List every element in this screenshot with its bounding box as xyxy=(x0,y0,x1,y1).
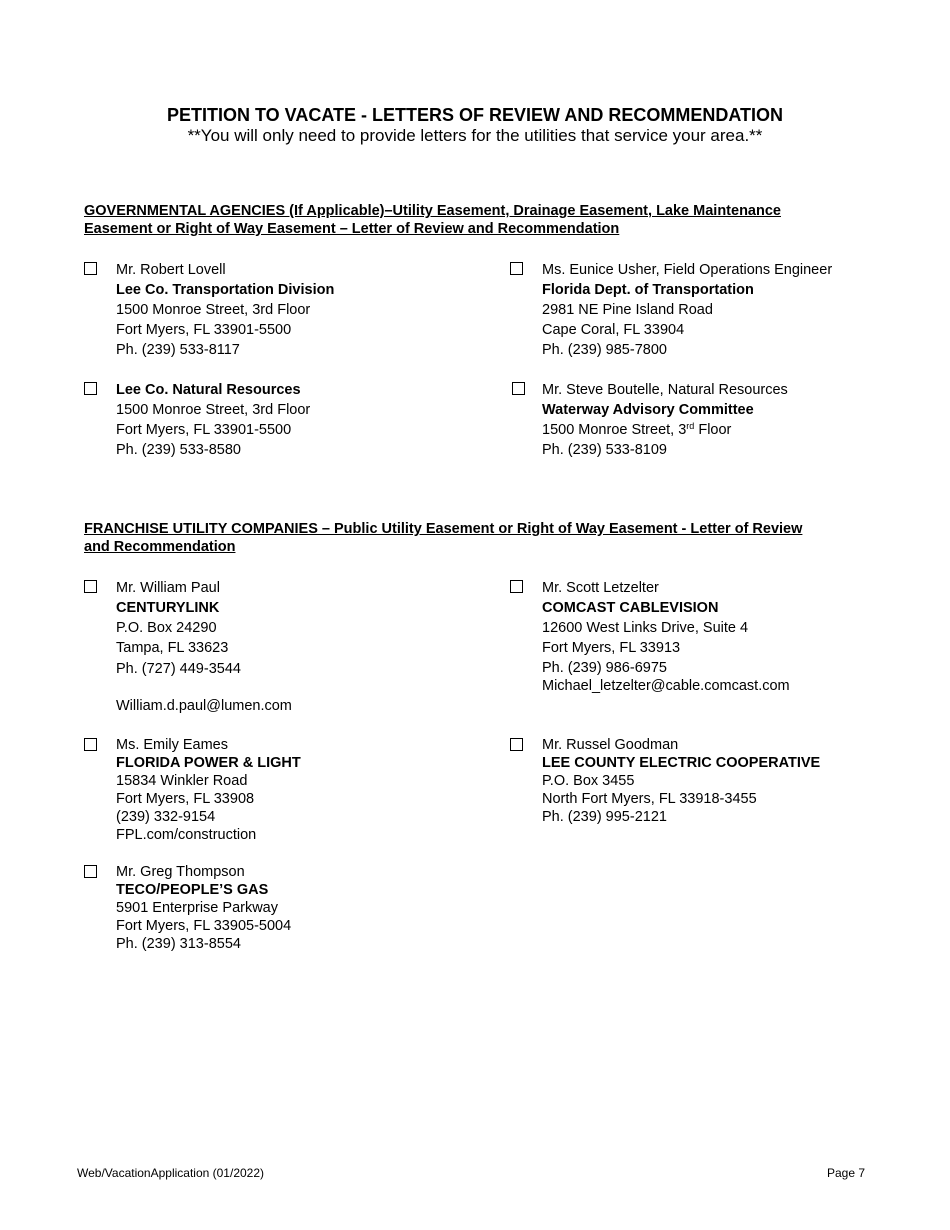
contact-address: 1500 Monroe Street, 3rd Floor xyxy=(116,402,311,418)
contact-city: North Fort Myers, FL 33918-3455 xyxy=(542,791,757,807)
checkbox-thompson[interactable] xyxy=(84,865,97,878)
contact-phone: Ph. (239) 986-6975 xyxy=(542,660,667,676)
checkbox-lovell[interactable] xyxy=(84,262,97,275)
contact-name: Mr. Steve Boutelle, Natural Resources xyxy=(542,382,788,398)
contact-phone: (239) 332-9154 xyxy=(116,809,216,825)
contact-org: Florida Dept. of Transportation xyxy=(542,282,754,298)
contact-city: Fort Myers, FL 33901-5500 xyxy=(116,422,292,438)
contact-phone: Ph. (239) 985-7800 xyxy=(542,342,667,358)
checkbox-paul[interactable] xyxy=(84,580,97,593)
contact-name: Mr. Russel Goodman xyxy=(542,737,679,753)
contact-address: 15834 Winkler Road xyxy=(116,773,248,789)
contact-email: William.d.paul@lumen.com xyxy=(116,698,292,714)
contact-phone: Ph. (239) 533-8117 xyxy=(116,342,240,358)
franchise-heading xyxy=(84,520,864,556)
contact-name: Ms. Eunice Usher, Field Operations Engineer xyxy=(542,262,833,278)
contact-name: Ms. Emily Eames xyxy=(116,737,228,753)
contact-address: 1500 Monroe Street, 3rd Floor xyxy=(542,421,732,438)
contact-org: LEE COUNTY ELECTRIC COOPERATIVE xyxy=(542,755,821,771)
contact-phone: Ph. (239) 533-8580 xyxy=(116,442,241,458)
contact-city: Cape Coral, FL 33904 xyxy=(542,322,685,338)
contact-phone: Ph. (727) 449-3544 xyxy=(116,661,241,677)
footer-document-id: Web/VacationApplication (01/2022) xyxy=(77,1166,265,1180)
contact-phone: Ph. (239) 533-8109 xyxy=(542,442,667,458)
contact-city: Fort Myers, FL 33908 xyxy=(116,791,255,807)
contact-org: Lee Co. Transportation Division xyxy=(116,282,335,298)
franchise-heading-line2: and Recommendation xyxy=(84,539,236,555)
footer-page-number: Page 7 xyxy=(827,1166,866,1180)
contact-org: TECO/PEOPLE’S GAS xyxy=(116,882,269,898)
checkbox-eames[interactable] xyxy=(84,738,97,751)
contact-org: Lee Co. Natural Resources xyxy=(116,382,301,398)
contact-city: Tampa, FL 33623 xyxy=(116,640,229,656)
checkbox-goodman[interactable] xyxy=(510,738,523,751)
contact-name: Mr. Greg Thompson xyxy=(116,864,245,880)
checkbox-natural-resources[interactable] xyxy=(84,382,97,395)
contact-city: Fort Myers, FL 33913 xyxy=(542,640,681,656)
contact-phone: Ph. (239) 995-2121 xyxy=(542,809,667,825)
contact-address: 2981 NE Pine Island Road xyxy=(542,302,713,318)
governmental-heading xyxy=(84,202,864,238)
contact-city: Fort Myers, FL 33901-5500 xyxy=(116,322,292,338)
governmental-heading-line2: Easement or Right of Way Easement – Letter of Review and Recommendation xyxy=(84,221,620,237)
contact-address: 1500 Monroe Street, 3rd Floor xyxy=(116,302,311,318)
contact-name: Mr. Scott Letzelter xyxy=(542,580,659,596)
contact-org: CENTURYLINK xyxy=(116,600,220,616)
page-subtitle: **You will only need to provide letters for the utilities that service your area.** xyxy=(187,126,763,145)
contact-website: FPL.com/construction xyxy=(116,827,257,843)
contact-email: Michael_letzelter@cable.comcast.com xyxy=(542,678,790,694)
contact-address: P.O. Box 24290 xyxy=(116,620,217,636)
contact-name: Mr. Robert Lovell xyxy=(116,262,226,278)
page-title: PETITION TO VACATE - LETTERS OF REVIEW AND RECOMMENDATION xyxy=(167,105,783,125)
contact-org: FLORIDA POWER & LIGHT xyxy=(116,755,301,771)
contact-address: 12600 West Links Drive, Suite 4 xyxy=(542,620,749,636)
contact-phone: Ph. (239) 313-8554 xyxy=(116,936,241,952)
contact-org: COMCAST CABLEVISION xyxy=(542,600,719,616)
checkbox-letzelter[interactable] xyxy=(510,580,523,593)
contact-address: P.O. Box 3455 xyxy=(542,773,635,789)
contact-address: 5901 Enterprise Parkway xyxy=(116,900,278,916)
contact-city: Fort Myers, FL 33905-5004 xyxy=(116,918,292,934)
contact-name: Mr. William Paul xyxy=(116,580,220,596)
checkbox-boutelle[interactable] xyxy=(512,382,525,395)
checkbox-usher[interactable] xyxy=(510,262,523,275)
governmental-heading-line1: GOVERNMENTAL AGENCIES (If Applicable)–Utility Easement, Drainage Easement, Lake Maintenance xyxy=(84,203,781,219)
contact-org: Waterway Advisory Committee xyxy=(542,402,754,418)
franchise-heading-line1: FRANCHISE UTILITY COMPANIES – Public Utility Easement or Right of Way Easement - Letter of Review xyxy=(84,521,803,537)
